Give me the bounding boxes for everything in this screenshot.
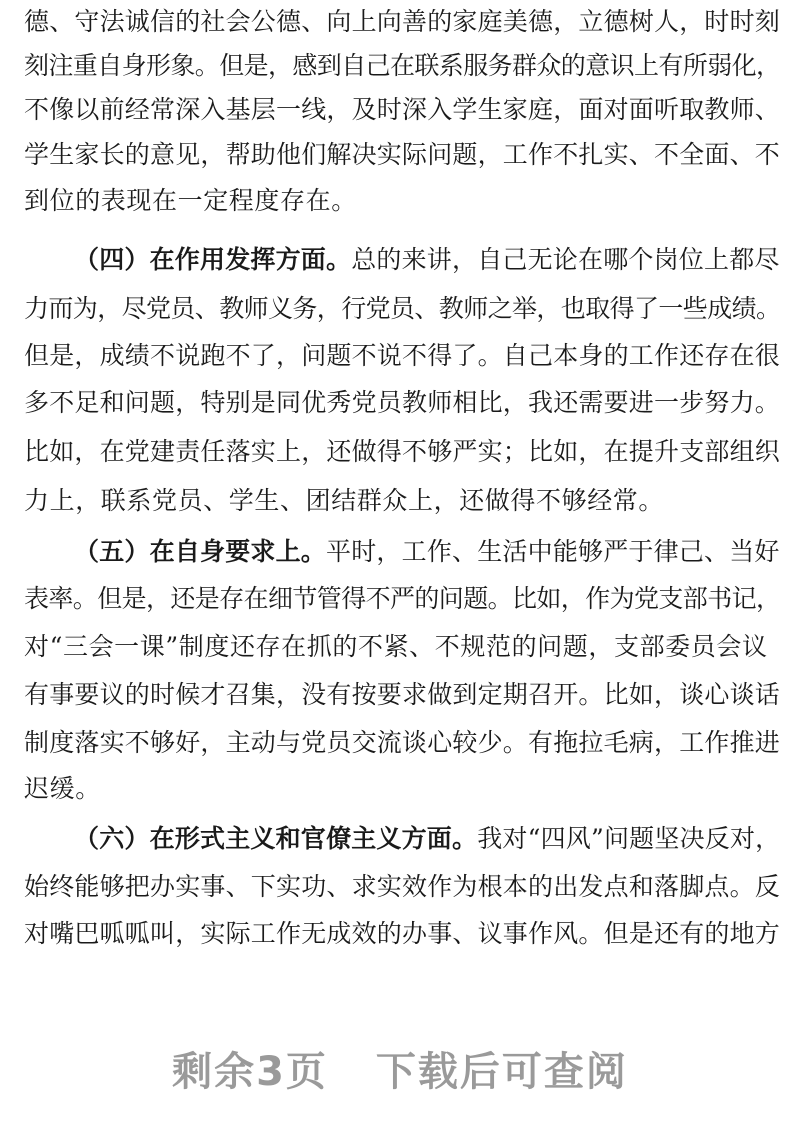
download-to-view-label: 下载后可查阅 [375,1049,628,1095]
body-line: 力而为，尽党员、教师义务，行党员、教师之举，也取得了一些成绩。 [24,294,781,323]
body-line: 对嘴巴呱呱叫，实际工作无成效的办事、议事作风。但是还有的地方 [24,919,781,948]
body-line: 对“三会一课”制度还存在抓的不紧、不规范的问题，支部委员会议 [24,632,768,661]
download-prompt[interactable] [0,1040,800,1097]
body-line: 德、守法诚信的社会公德、向上向善的家庭美德，立德树人，时时刻 [24,7,781,36]
body-line: 制度落实不够好，主动与党员交流谈心较少。有拖拉毛病，工作推进 [24,728,781,757]
body-line: 始终能够把办实事、下实功、求实效作为根本的出发点和落脚点。反 [24,872,781,901]
section-heading: （五）在自身要求上。 [74,537,327,566]
body-line: 表率。但是，还是存在细节管得不严的问题。比如，作为党支部书记， [24,584,781,613]
section-six-line: （六）在形式主义和官僚主义方面。我对“四风”问题坚决反对， [74,824,781,853]
section-heading: （四）在作用发挥方面。 [74,245,352,274]
body-line: 不像以前经常深入基层一线，及时深入学生家庭，面对面听取教师、 [24,95,781,124]
body-line: 学生家长的意见，帮助他们解决实际问题，工作不扎实、不全面、不 [24,140,781,169]
body-line: 刻注重自身形象。但是，感到自己在联系服务群众的意识上有所弱化， [24,51,781,80]
body-line: 有事要议的时候才召集，没有按要求做到定期召开。比如，谈心谈话 [24,680,781,709]
section-heading: （六）在形式主义和官僚主义方面。 [74,824,478,853]
body-line: 比如，在党建责任落实上，还做得不够严实；比如，在提升支部组织 [24,437,781,466]
body-line: 但是，成绩不说跑不了，问题不说不得了。自己本身的工作还存在很 [24,341,781,370]
body-line: 力上，联系党员、学生、团结群众上，还做得不够经常。 [24,486,665,515]
remaining-pages-label: 剩余3页 [172,1049,328,1095]
body-line: 迟缓。 [24,774,101,803]
body-line: 多不足和问题，特别是同优秀党员教师相比，我还需要进一步努力。 [24,388,781,417]
section-four-line: （四）在作用发挥方面。总的来讲，自己无论在哪个岗位上都尽 [74,245,780,274]
section-five-line: （五）在自身要求上。平时，工作、生活中能够严于律己、当好 [74,537,780,566]
body-line: 到位的表现在一定程度存在。 [24,186,357,215]
